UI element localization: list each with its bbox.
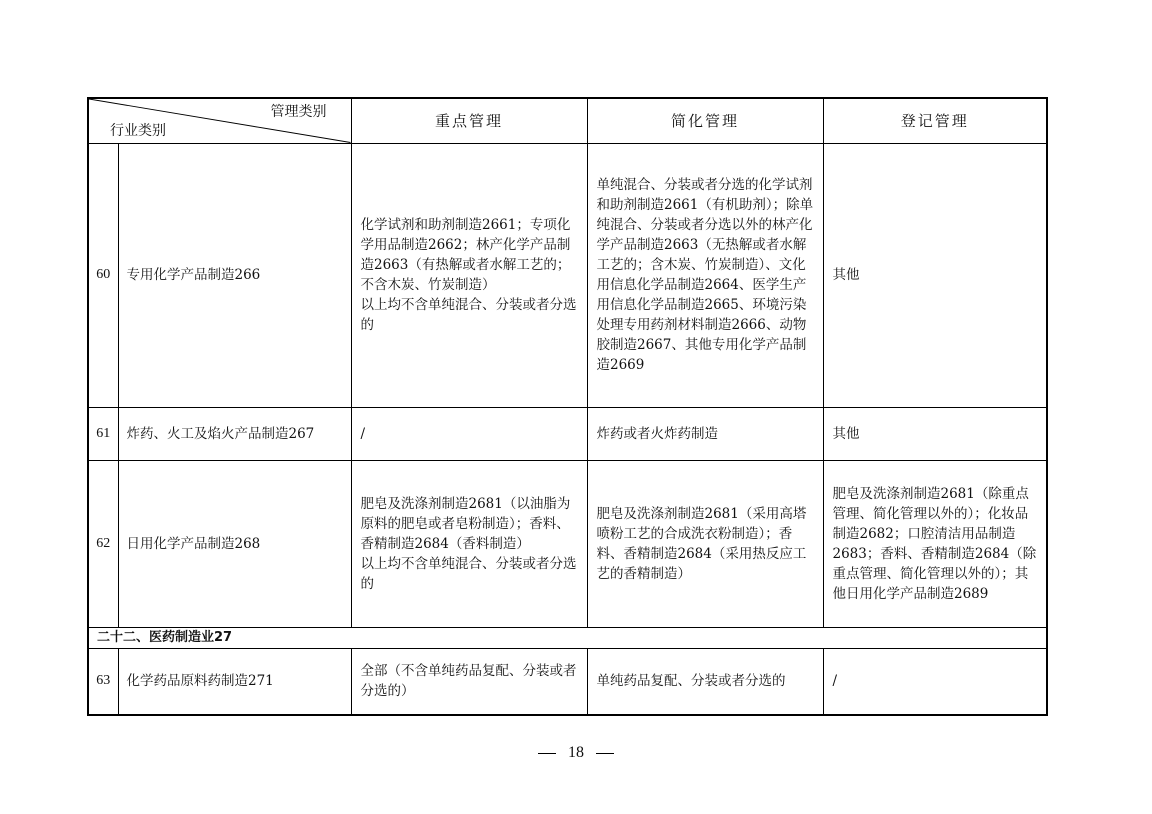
key-management-cell: / <box>351 407 587 460</box>
row-number: 63 <box>88 648 118 715</box>
registration-management-cell: 其他 <box>823 143 1047 407</box>
management-category-label: 管理类别 <box>270 104 327 120</box>
simplified-management-cell: 单纯混合、分装或者分选的化学试剂和助剂制造2661（有机助剂）；除单纯混合、分装或者分选以外的林产化学产品制造2663（无热解或者水解工艺的；含木炭、竹炭制造）、文化用信息化学品制造2664、医学生产用信息化学品制造2665、环境污染处理专用药剂材料制造2666、动物胶制造2667、其他专用化学产品制造2669 <box>587 143 823 407</box>
industry-category-label: 行业类别 <box>110 122 166 139</box>
corner-header-cell <box>88 98 351 143</box>
simplified-management-cell: 炸药或者火炸药制造 <box>587 407 823 460</box>
key-management-cell: 全部（不含单纯药品复配、分装或者分选的） <box>351 648 587 715</box>
key-management-cell: 肥皂及洗涤剂制造2681（以油脂为原料的肥皂或者皂粉制造）；香料、香精制造2684（香料制造） 以上均不含单纯混合、分装或者分选的 <box>351 460 587 627</box>
table-row <box>88 648 1047 715</box>
industry-cell: 炸药、火工及焰火产品制造267 <box>118 407 351 460</box>
page-footer <box>0 744 1152 762</box>
simplified-management-cell: 肥皂及洗涤剂制造2681（采用高塔喷粉工艺的合成洗衣粉制造）；香料、香精制造2684（采用热反应工艺的香精制造） <box>587 460 823 627</box>
table-row <box>88 407 1047 460</box>
key-management-cell: 化学试剂和助剂制造2661；专项化学用品制造2662；林产化学产品制造2663（有热解或者水解工艺的；不含木炭、竹炭制造） 以上均不含单纯混合、分装或者分选的 <box>351 143 587 407</box>
industry-cell: 日用化学产品制造268 <box>118 460 351 627</box>
section-row <box>88 627 1047 648</box>
registration-management-header: 登记管理 <box>823 98 1047 143</box>
regulation-table <box>87 97 1048 716</box>
registration-management-cell: 肥皂及洗涤剂制造2681（除重点管理、简化管理以外的）；化妆品制造2682；口腔清洁用品制造2683；香料、香精制造2684（除重点管理、简化管理以外的）；其他日用化学产品制造2689 <box>823 460 1047 627</box>
section-title: 二十二、医药制造业27 <box>88 627 1047 648</box>
header-row <box>88 98 1047 143</box>
row-number: 60 <box>88 143 118 407</box>
registration-management-cell: 其他 <box>823 407 1047 460</box>
table-row <box>88 143 1047 407</box>
footer-dash-left <box>538 753 556 754</box>
row-number: 61 <box>88 407 118 460</box>
industry-cell: 化学药品原料药制造271 <box>118 648 351 715</box>
registration-management-cell: / <box>823 648 1047 715</box>
key-management-header: 重点管理 <box>351 98 587 143</box>
table-row <box>88 460 1047 627</box>
page-number: 18 <box>568 744 584 761</box>
simplified-management-header: 简化管理 <box>587 98 823 143</box>
simplified-management-cell: 单纯药品复配、分装或者分选的 <box>587 648 823 715</box>
row-number: 62 <box>88 460 118 627</box>
industry-cell: 专用化学产品制造266 <box>118 143 351 407</box>
footer-dash-right <box>596 753 614 754</box>
